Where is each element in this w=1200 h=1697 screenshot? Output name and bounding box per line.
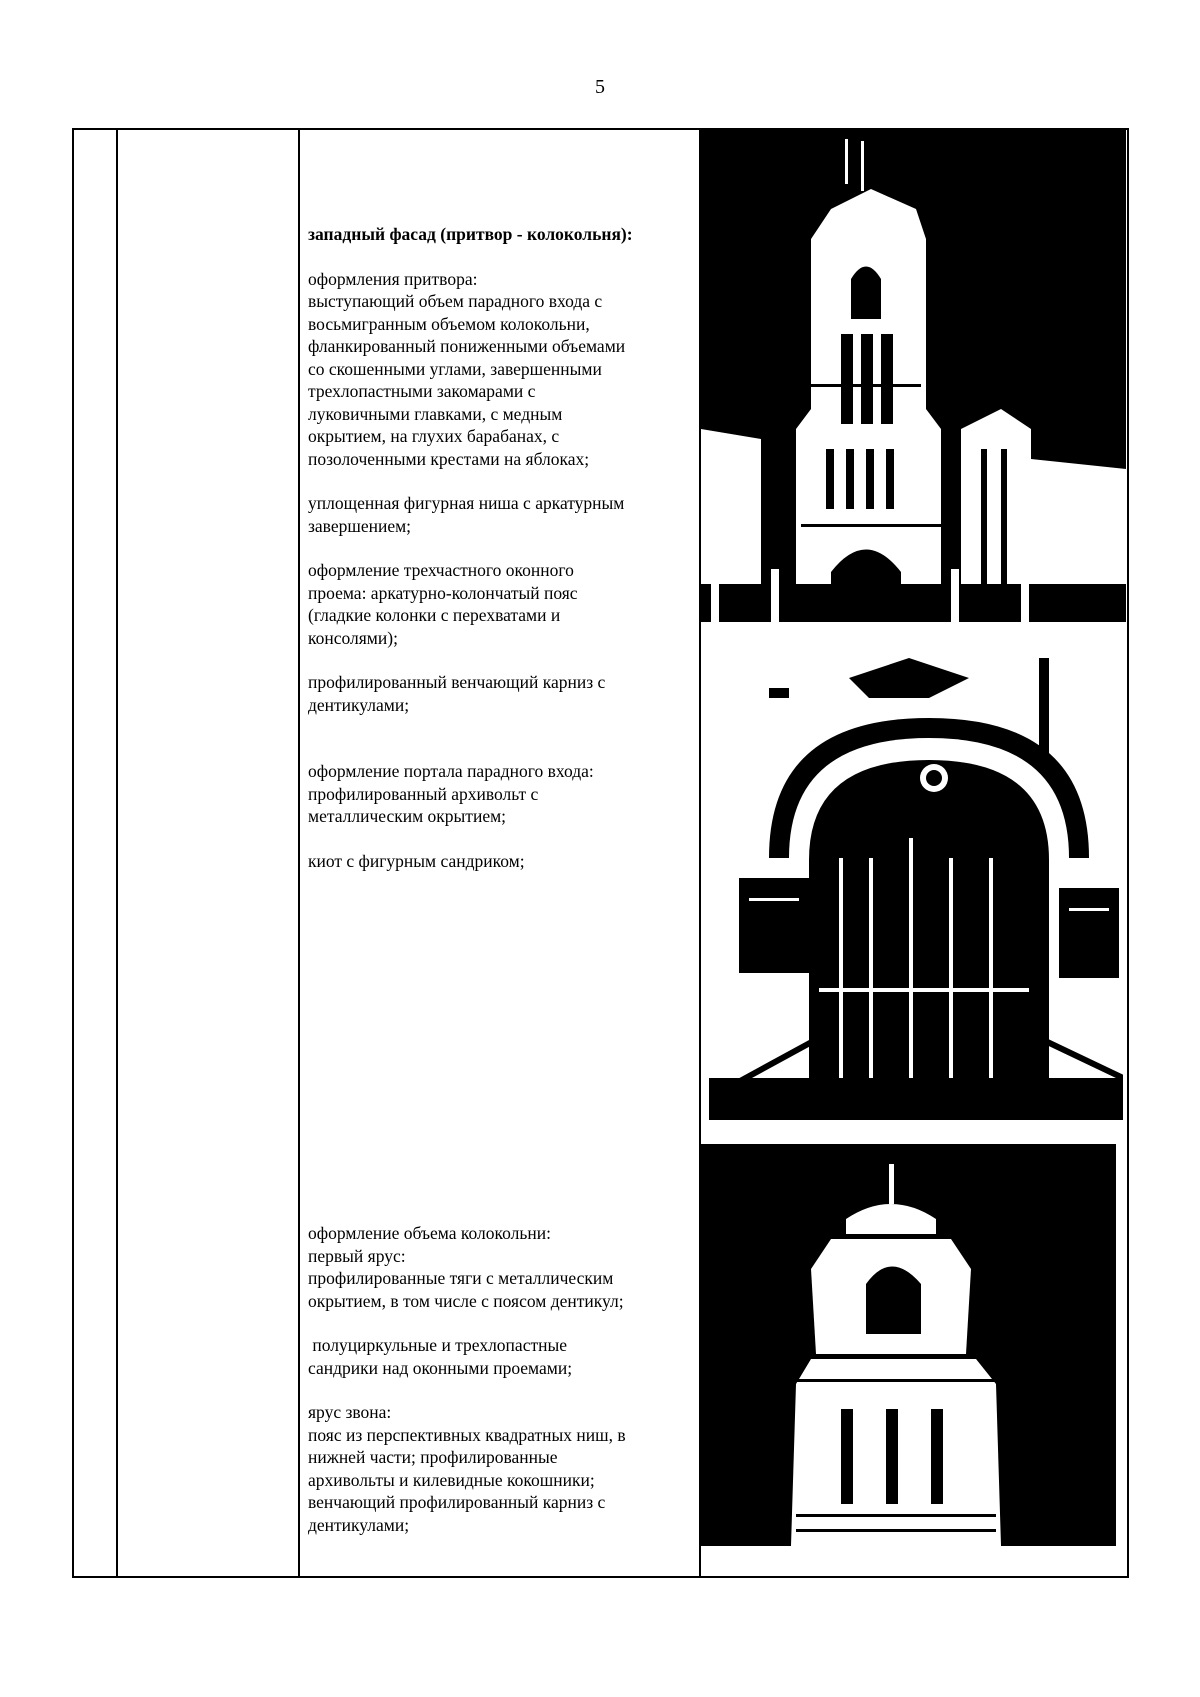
- text-line: сандрики над оконными проемами;: [308, 1357, 573, 1378]
- text-line: оформление трехчастного оконного: [308, 560, 574, 580]
- column-divider: [116, 130, 118, 1576]
- text-line: дентикулами;: [308, 694, 410, 715]
- text-line: проема: аркатурно-колончатый пояс: [308, 582, 578, 603]
- text-line: профилированный венчающий карниз с: [308, 672, 606, 692]
- text-line: позолоченными крестами на яблоках;: [308, 448, 590, 469]
- text-line: венчающий профилированный карниз с: [308, 1492, 606, 1512]
- text-line: завершением;: [308, 515, 412, 536]
- text-line: уплощенная фигурная ниша с аркатурным: [308, 493, 625, 513]
- text-line: окрытием, на глухих барабанах, с: [308, 426, 560, 446]
- page-number: 5: [595, 76, 605, 98]
- text-line: восьмигранным объемом колокольни,: [308, 313, 590, 334]
- text-line: оформление портала парадного входа:: [308, 761, 594, 781]
- text-line: пояс из перспективных квадратных ниш, в: [308, 1424, 626, 1445]
- text-line: киот с фигурным сандриком;: [308, 850, 525, 871]
- portal-entrance-photo: [709, 658, 1123, 1120]
- text-line: полуциркульные и трехлопастные: [308, 1335, 567, 1355]
- bell-tower-block: [308, 1222, 708, 1536]
- text-line: трехлопастными закомарами с: [308, 381, 536, 401]
- text-line: фланкированный пониженными объемами: [308, 336, 626, 356]
- column-divider: [298, 130, 300, 1576]
- text-line: окрытием, в том числе с поясом дентикул;: [308, 1290, 624, 1311]
- text-line: дентикулами;: [308, 1514, 410, 1535]
- text-line: луковичными главками, с медным: [308, 403, 563, 424]
- text-line: консолями);: [308, 627, 398, 648]
- bell-tower-title: оформление объема колокольни:: [308, 1223, 551, 1243]
- text-line: профилированные тяги с металлическим: [308, 1268, 614, 1288]
- west-facade-block: [308, 223, 708, 872]
- text-line: архивольты и килевидные кокошники;: [308, 1469, 595, 1490]
- church-facade-photo: [701, 129, 1126, 622]
- text-line: ярус звона:: [308, 1402, 392, 1422]
- narthex-title: оформления притвора:: [308, 268, 478, 289]
- bell-tower-photo: [701, 1144, 1116, 1546]
- text-line: металлическим окрытием;: [308, 806, 507, 826]
- text-line: первый ярус:: [308, 1245, 406, 1266]
- text-line: (гладкие колонки с перехватами и: [308, 605, 561, 625]
- text-line: со скошенными углами, завершенными: [308, 358, 602, 379]
- text-line: профилированный архивольт с: [308, 783, 539, 804]
- text-line: нижней части; профилированные: [308, 1447, 558, 1467]
- section-heading: западный фасад (притвор - колокольня):: [308, 224, 633, 244]
- text-line: выступающий объем парадного входа с: [308, 291, 603, 311]
